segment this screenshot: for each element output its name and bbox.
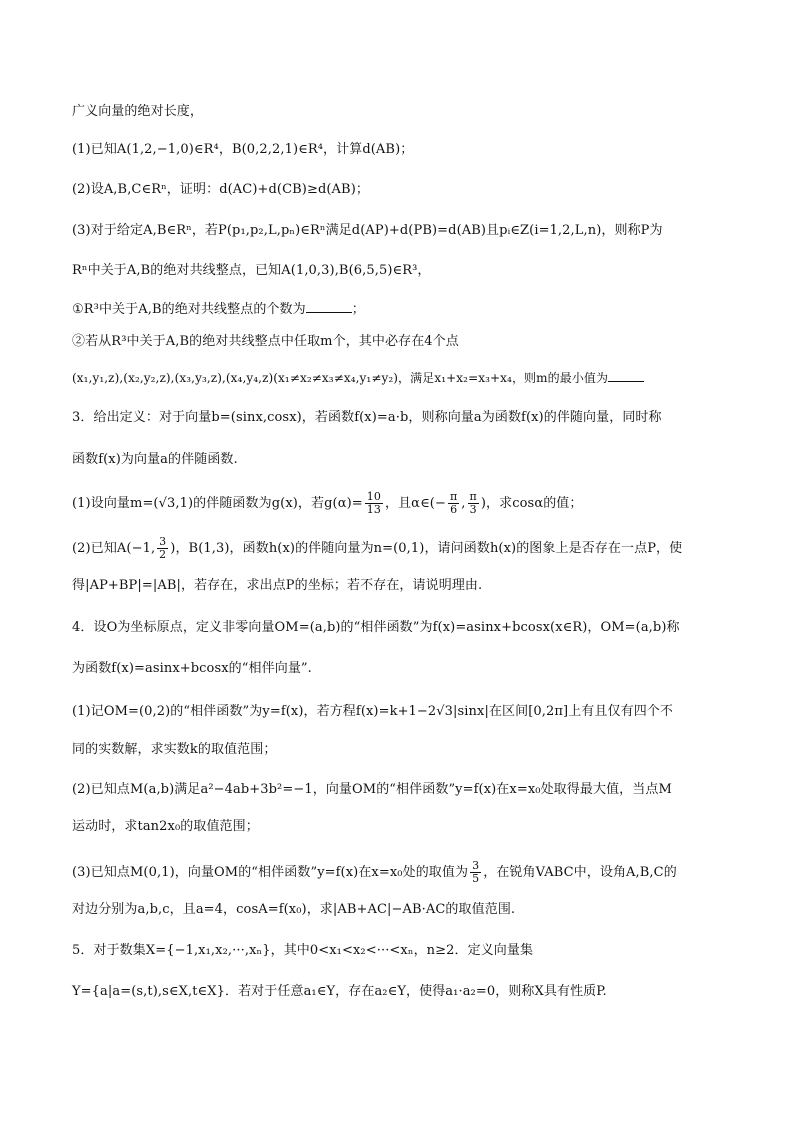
answer-blank xyxy=(306,300,352,313)
text-span: ，且α∈(− xyxy=(384,496,446,511)
fraction xyxy=(470,860,481,885)
text-span: 5．对于数集X={−1,x₁,x₂,···,xₙ}，其中0<x₁<x₂<···<xₙ，n≥2．定义向量集 xyxy=(72,943,534,958)
numerator: 10 xyxy=(366,490,381,503)
problem-3-definition-cont xyxy=(72,451,238,469)
answer-blank xyxy=(608,369,644,382)
text-span: (2)已知点M(a,b)满足a²−4ab+3b²=−1，向量OM的“相伴函数”y=f(x)在x=x₀处取得最大值，当点M xyxy=(72,782,672,797)
text-span: (3)已知点M(0,1)，向量OM的“相伴函数”y=f(x)在x=x₀处的取值为 xyxy=(72,865,469,880)
text-span: 为函数f(x)=asinx+bcosx的“相伴向量”. xyxy=(72,661,312,676)
text-span: 函数f(x)为向量a的伴随函数. xyxy=(72,452,238,467)
text-span: 4．设O为坐标原点，定义非零向量OM=(a,b)的“相伴函数”为f(x)=asinx+bcosx(x∈R)，OM=(a,b)称 xyxy=(72,620,680,635)
problem-2-part-1 xyxy=(72,141,413,159)
problem-4-part-2-cont xyxy=(72,818,259,836)
problem-5-definition-cont xyxy=(72,983,607,1001)
denominator: 13 xyxy=(366,503,381,516)
text-span: (2)设A,B,C∈Rⁿ，证明：d(AC)+d(CB)≥d(AB)； xyxy=(72,182,369,197)
text-span: , xyxy=(461,496,466,511)
text-span: 同的实数解，求实数k的取值范围； xyxy=(72,742,277,757)
problem-5-definition xyxy=(72,942,533,960)
text-span: (1)已知A(1,2,−1,0)∈R⁴，B(0,2,2,1)∈R⁴，计算d(AB)； xyxy=(72,142,414,157)
fraction xyxy=(157,536,168,561)
problem-4-part-1-cont xyxy=(72,741,276,759)
denominator: 5 xyxy=(472,872,480,885)
text-span: 广义向量的绝对长度， xyxy=(72,104,204,119)
text-span: ②若从R³中关于A,B的绝对共线整点中任取m个，其中必存在4个点 xyxy=(72,334,459,349)
problem-2-sub-2-cont xyxy=(72,369,644,387)
problem-2-part-2 xyxy=(72,181,369,199)
text-span: 3．给出定义：对于向量b=(sinx,cosx)，若函数f(x)=a·b，则称向量a为函数f(x)的伴随向量，同时称 xyxy=(72,410,662,425)
text-span: (3)对于给定A,B∈Rⁿ，若P(p₁,p₂,L,pₙ)∈Rⁿ满足d(AP)+d(PB)=d(AB)且pᵢ∈Z(i=1,2,L,n)，则称P为 xyxy=(72,223,663,238)
fraction xyxy=(365,491,383,516)
denominator: 3 xyxy=(469,503,477,516)
problem-2-part-3-cont xyxy=(72,262,431,280)
text-span: Rⁿ中关于A,B的绝对共线整点，已知A(1,0,3),B(6,5,5)∈R³， xyxy=(72,263,431,278)
problem-2-sub-1 xyxy=(72,300,365,319)
text-span: )，B(1,3)，函数h(x)的伴随向量为n=(0,1)，请问函数h(x)的图象上是否存在一点P，使 xyxy=(170,541,683,556)
text-span: (2)已知A(−1, xyxy=(72,541,156,556)
text-span: 得|AP+BP|=|AB|，若存在，求出点P的坐标；若不存在，请说明理由. xyxy=(72,578,483,593)
text-span: ，在锐角VABC中，设角A,B,C的 xyxy=(483,865,677,880)
problem-4-part-3-cont xyxy=(72,901,515,919)
numerator: π xyxy=(449,490,458,503)
denominator: 6 xyxy=(450,503,458,516)
text-span: (1)设向量m=(√3,1)的伴随函数为g(x)，若g(α)= xyxy=(72,496,363,511)
problem-4-definition xyxy=(72,619,680,637)
problem-2-part-3 xyxy=(72,222,663,240)
text-span: )，求cosα的值； xyxy=(480,496,583,511)
problem-4-part-3 xyxy=(72,860,677,885)
numerator: 3 xyxy=(472,859,480,872)
problem-3-part-1 xyxy=(72,491,583,516)
problem-3-part-2 xyxy=(72,536,682,561)
numerator: π xyxy=(469,490,477,503)
text-span: 运动时，求tan2x₀的取值范围； xyxy=(72,819,259,834)
text-span: 对边分别为a,b,c，且a=4，cosA=f(x₀)，求|AB+AC|−AB·AC的取值范围. xyxy=(72,902,516,917)
text-span: Y={a|a=(s,t),s∈X,t∈X}．若对于任意a₁∈Y，存在a₂∈Y，使得a₁·a₂=0，则称X具有性质P. xyxy=(72,984,607,999)
problem-4-part-2 xyxy=(72,781,672,799)
text-span: ； xyxy=(351,302,365,317)
denominator: 2 xyxy=(159,548,167,561)
problem-4-definition-cont xyxy=(72,660,312,678)
problem-3-definition xyxy=(72,409,662,427)
text-span: ①R³中关于A,B的绝对共线整点的个数为 xyxy=(72,302,306,317)
problem-4-part-1 xyxy=(72,703,673,721)
text-line-intro xyxy=(72,103,203,121)
problem-3-part-2-cont xyxy=(72,577,482,595)
fraction xyxy=(448,491,459,516)
numerator: 3 xyxy=(159,535,167,548)
text-span: (1)记OM=(0,2)的“相伴函数”为y=f(x)，若方程f(x)=k+1−2√3|sinx|在区间[0,2π]上有且仅有四个不 xyxy=(72,704,674,719)
fraction xyxy=(468,491,479,516)
problem-2-sub-2 xyxy=(72,333,459,351)
text-span: (x₁,y₁,z),(x₂,y₂,z),(x₃,y₃,z),(x₄,y₄,z)(x₁≠x₂≠x₃≠x₄,y₁≠y₂)，满足x₁+x₂=x₃+x₄，则m的最小值为 xyxy=(72,371,609,385)
